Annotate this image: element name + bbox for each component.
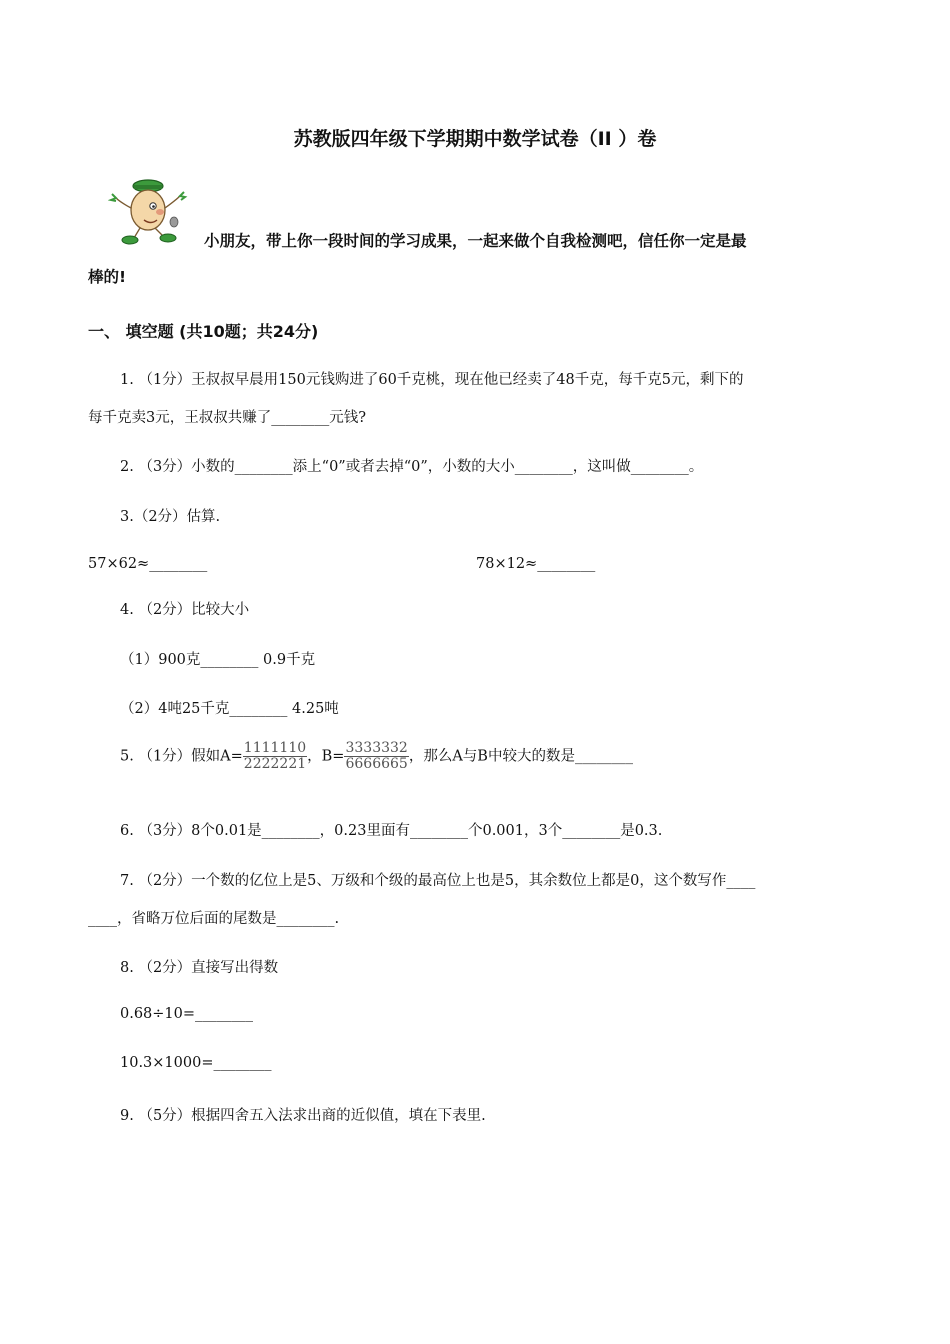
question-3-estimate-b: 78×12≈________	[476, 556, 596, 572]
question-1-line-1: 1. （1分）王叔叔早晨用150元钱购进了60千克桃，现在他已经卖了48千克，每千克5元，剩下的	[120, 372, 744, 388]
section-heading: 一、 填空题 (共10题；共24分)	[88, 322, 319, 341]
question-2: 2. （3分）小数的________添上“0”或者去掉“0”，小数的大小________，这叫做________。	[120, 459, 704, 475]
question-4-part-2: （2）4吨25千克________ 4.25吨	[120, 701, 339, 717]
question-8-calc-a: 0.68÷10=________	[120, 1006, 254, 1022]
question-7-line-2: ____，省略万位后面的尾数是________.	[88, 911, 340, 927]
fraction-b-numerator: 3333332	[345, 740, 408, 756]
question-1-line-2: 每千克卖3元，王叔叔共赚了________元钱?	[88, 410, 366, 426]
question-4-part-1: （1）900克________ 0.9千克	[120, 652, 316, 668]
question-6: 6. （3分）8个0.01是________，0.23里面有________个0.001，3个________是0.3.	[120, 823, 663, 839]
intro-line-1: 小朋友，带上你一段时间的学习成果，一起来做个自我检测吧，信任你一定是最	[204, 232, 747, 250]
question-5	[120, 741, 633, 772]
question-5-prefix: 5. （1分）假如A=	[120, 748, 243, 765]
fraction-a	[243, 741, 307, 772]
question-8: 8. （2分）直接写出得数	[120, 960, 279, 976]
page-title: 苏教版四年级下学期期中数学试卷（II ）卷	[293, 128, 657, 150]
question-5-mid: ，B=	[307, 748, 345, 765]
fraction-b-denominator: 6666665	[345, 756, 408, 772]
question-5-suffix: ，那么A与B中较大的数是________	[408, 748, 633, 765]
fraction-b	[344, 741, 408, 772]
question-8-calc-b: 10.3×1000=________	[120, 1055, 272, 1071]
fraction-a-numerator: 1111110	[243, 740, 307, 756]
question-7-line-1: 7. （2分）一个数的亿位上是5、万级和个级的最高位上也是5，其余数位上都是0，这个数写作____	[120, 873, 756, 889]
intro-line-2: 棒的!	[88, 268, 127, 286]
fraction-a-denominator: 2222221	[243, 756, 307, 772]
question-3-estimate-a: 57×62≈________	[88, 556, 208, 572]
mascot-image	[108, 178, 192, 246]
question-3: 3.（2分）估算.	[120, 509, 221, 525]
question-9: 9. （5分）根据四舍五入法求出商的近似值，填在下表里.	[120, 1108, 486, 1124]
question-4: 4. （2分）比较大小	[120, 602, 250, 618]
